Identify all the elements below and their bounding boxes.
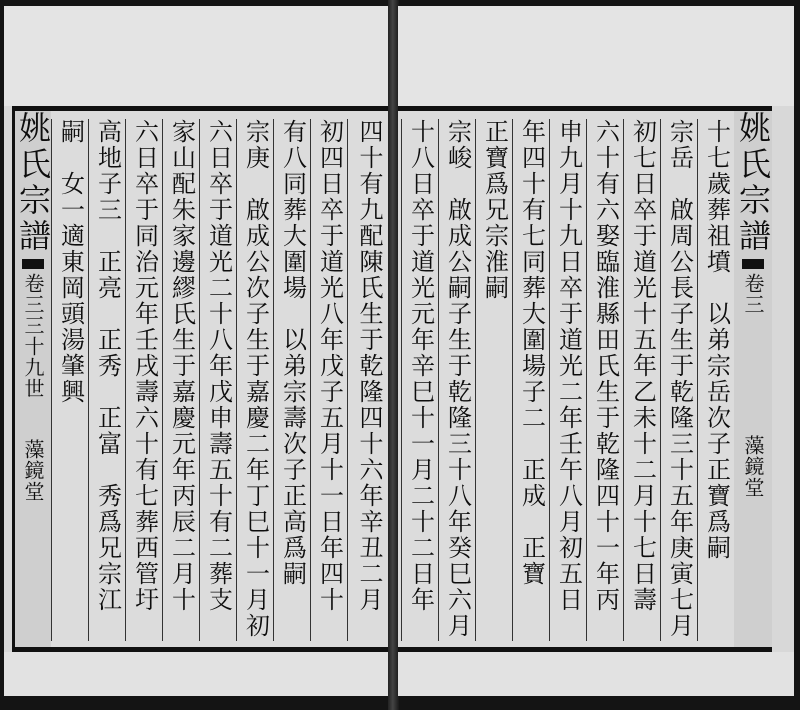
text-column <box>51 119 89 641</box>
text-column <box>310 119 348 641</box>
text-column <box>512 119 550 641</box>
column-text: 年四十有七同葬大圍場子二 正成 正寶 <box>517 119 546 587</box>
text-column <box>697 119 735 641</box>
right-page-frame <box>398 106 772 652</box>
text-column <box>125 119 163 641</box>
spine-generation: 三十九世 <box>21 315 45 399</box>
column-text: 初四日卒于道光八年戊子五月十一日年四十 <box>315 119 344 613</box>
column-text: 有八同葬大圍場 以弟宗壽次子正高爲嗣 <box>278 119 307 587</box>
column-text: 申九月十九日卒于道光二年壬午八月初五日 <box>554 119 583 613</box>
column-text: 六日卒于道光二十八年戊申壽五十有二葬支 <box>204 119 233 613</box>
top-margin <box>398 6 794 106</box>
text-column <box>401 119 439 641</box>
text-column <box>347 119 390 641</box>
top-margin <box>4 6 390 106</box>
spine-header-column <box>734 111 772 647</box>
column-text: 六十有六娶臨淮縣田氏生于乾隆四十一年丙 <box>591 119 620 613</box>
column-text: 十七歲葬祖墳 以弟宗岳次子正寶爲嗣 <box>702 119 731 561</box>
spine-publisher: 藻鏡堂 <box>21 439 45 502</box>
text-column <box>438 119 476 641</box>
bottom-margin <box>398 652 794 696</box>
text-column <box>273 119 311 641</box>
column-text: 家山配朱家邊繆氏生于嘉慶元年丙辰二月十 <box>167 119 196 613</box>
text-column <box>162 119 200 641</box>
left-page-frame <box>12 106 390 652</box>
column-text: 六日卒于同治元年壬戌壽六十有七葬西管圩 <box>130 119 159 613</box>
column-text: 十八日卒于道光元年辛巳十一月二十二日年 <box>406 119 435 613</box>
right-page <box>398 6 794 696</box>
column-text: 宗峻 啟成公嗣子生于乾隆三十八年癸巳六月 <box>443 119 472 639</box>
spine-volume: 卷三 <box>21 273 45 315</box>
fishtail-mark <box>22 259 44 269</box>
column-text: 初七日卒于道光十五年乙未十二月十七日壽 <box>628 119 657 613</box>
spine-header-column <box>15 111 51 647</box>
left-page <box>4 6 390 696</box>
text-column <box>549 119 587 641</box>
spine-volume: 卷三 <box>741 273 765 315</box>
spine-title: 姚氏宗譜 <box>734 111 772 255</box>
column-text: 正寶爲兄宗淮嗣 <box>480 119 509 301</box>
text-column <box>475 119 513 641</box>
text-column <box>199 119 237 641</box>
bottom-margin <box>4 652 390 696</box>
text-column <box>660 119 698 641</box>
text-column <box>586 119 624 641</box>
spine-title: 姚氏宗譜 <box>14 111 52 255</box>
text-column <box>236 119 274 641</box>
text-column <box>88 119 126 641</box>
column-text: 嗣 女一適東岡頭湯肇興 <box>56 119 85 405</box>
text-column <box>623 119 661 641</box>
fishtail-mark <box>742 259 764 269</box>
spine-publisher: 藻鏡堂 <box>741 435 765 498</box>
column-text: 四十有九配陳氏生于乾隆四十六年辛丑二月 <box>355 119 383 613</box>
column-text: 宗岳 啟周公長子生于乾隆三十五年庚寅七月 <box>665 119 694 639</box>
column-text: 宗庚 啟成公次子生于嘉慶二年丁巳十一月初 <box>241 119 270 639</box>
column-text: 高地子三 正亮 正秀 正富 秀爲兄宗江 <box>93 119 122 613</box>
